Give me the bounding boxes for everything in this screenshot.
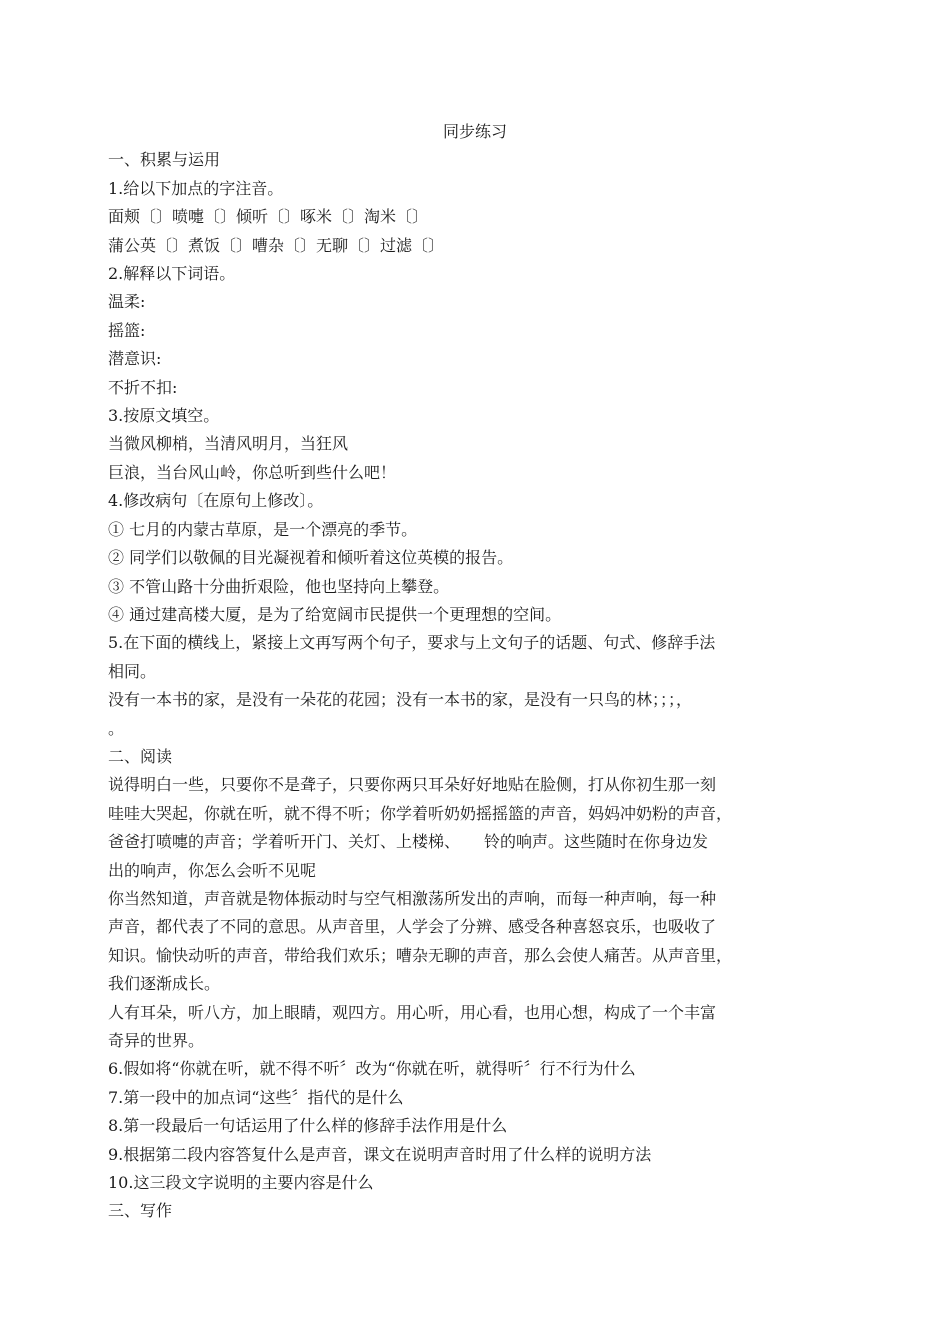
reading-paragraph-1-line: 哇哇大哭起，你就在听，就不得不听；你学着听奶奶摇摇篮的声音，妈妈冲奶粉的声音， <box>108 803 733 823</box>
reading-paragraph-3-line: 人有耳朵，听八方，加上眼睛，观四方。用心听，用心看，也用心想，构成了一个丰富 <box>108 1002 717 1022</box>
document-body <box>108 118 868 1226</box>
section-heading-accumulation: 一、积累与运用 <box>108 150 221 170</box>
question-1-words-row-2: 蒲公英〔〕煮饭〔〕嘈杂〔〕无聊〔〕过滤〔〕 <box>108 235 445 255</box>
reading-question-7: 7.第一段中的加点词“这些〞指代的是什么 <box>108 1087 404 1107</box>
question-4-sentence: ④ 通过建高楼大厦，是为了给宽阔市民提供一个更理想的空间。 <box>108 604 562 624</box>
reading-question-10: 10.这三段文字说明的主要内容是什么 <box>108 1173 374 1193</box>
question-3-text-line: 巨浪，当台风山岭，你总听到些什么吧！ <box>108 462 397 482</box>
question-5-prompt-line: 5.在下面的横线上，紧接上文再写两个句子，要求与上文句子的话题、句式、修辞手法 <box>108 633 716 653</box>
question-1-words-row-1: 面颊〔〕喷嚏〔〕倾听〔〕啄米〔〕淘米〔〕 <box>108 207 429 227</box>
reading-paragraph-1-line: 出的响声，你怎么会听不见呢 <box>108 860 317 880</box>
reading-paragraph-2-line: 知识。愉快动听的声音，带给我们欢乐；嘈杂无聊的声音，那么会使人痛苦。从声音里， <box>108 945 733 965</box>
question-4-sentence: ① 七月的内蒙古草原，是一个漂亮的季节。 <box>108 519 418 539</box>
question-2-prompt: 2.解释以下词语。 <box>108 264 236 284</box>
reading-question-8: 8.第一段最后一句话运用了什么样的修辞手法作用是什么 <box>108 1116 508 1136</box>
reading-question-6: 6.假如将“你就在听，就不得不听〞改为“你就在听，就得听〞行不行为什么 <box>108 1059 636 1079</box>
section-heading-reading: 二、阅读 <box>108 746 173 766</box>
reading-paragraph-2-line: 声音，都代表了不同的意思。从声音里，人学会了分辨、感受各种喜怒哀乐，也吸收了 <box>108 917 717 937</box>
reading-paragraph-1-line: 说得明白一些，只要你不是聋子，只要你两只耳朵好好地贴在脸侧，打从你初生那一刻 <box>108 775 717 795</box>
question-3-text-line: 当微风柳梢，当清风明月，当狂风 <box>108 434 349 454</box>
question-1-prompt: 1.给以下加点的字注音。 <box>108 178 284 198</box>
page-title: 同步练习 <box>442 122 507 141</box>
question-5-text-line: 没有一本书的家，是没有一朵花的花园；没有一本书的家，是没有一只鸟的林；；；， <box>108 690 693 710</box>
reading-question-9: 9.根据第二段内容答复什么是声音，课文在说明声音时用了什么样的说明方法 <box>108 1144 652 1164</box>
question-4-prompt: 4.修改病句〔在原句上修改〕。 <box>108 491 324 511</box>
reading-paragraph-3-line: 奇异的世界。 <box>108 1031 205 1050</box>
reading-paragraph-2-line: 我们逐渐成长。 <box>108 974 221 994</box>
question-2-term: 摇篮: <box>108 320 146 340</box>
section-heading-writing: 三、写作 <box>108 1201 173 1221</box>
question-3-prompt: 3.按原文填空。 <box>108 406 220 426</box>
question-4-sentence: ② 同学们以敬佩的目光凝视着和倾听着这位英模的报告。 <box>108 548 514 568</box>
question-5-prompt-line: 相同。 <box>108 661 157 681</box>
question-2-term: 不折不扣: <box>108 377 178 397</box>
question-5-text-line: 。 <box>108 718 125 738</box>
question-2-term: 潜意识: <box>108 349 162 369</box>
reading-paragraph-2-line: 你当然知道，声音就是物体振动时与空气相激荡所发出的声响，而每一种声响，每一种 <box>108 888 717 908</box>
reading-paragraph-1-line: 爸爸打喷嚏的声音；学着听开门、关灯、上楼梯、 铃的响声。这些随时在你身边发 <box>108 832 709 852</box>
question-2-term: 温柔: <box>108 292 146 312</box>
question-4-sentence: ③ 不管山路十分曲折艰险，他也坚持向上攀登。 <box>108 576 450 596</box>
